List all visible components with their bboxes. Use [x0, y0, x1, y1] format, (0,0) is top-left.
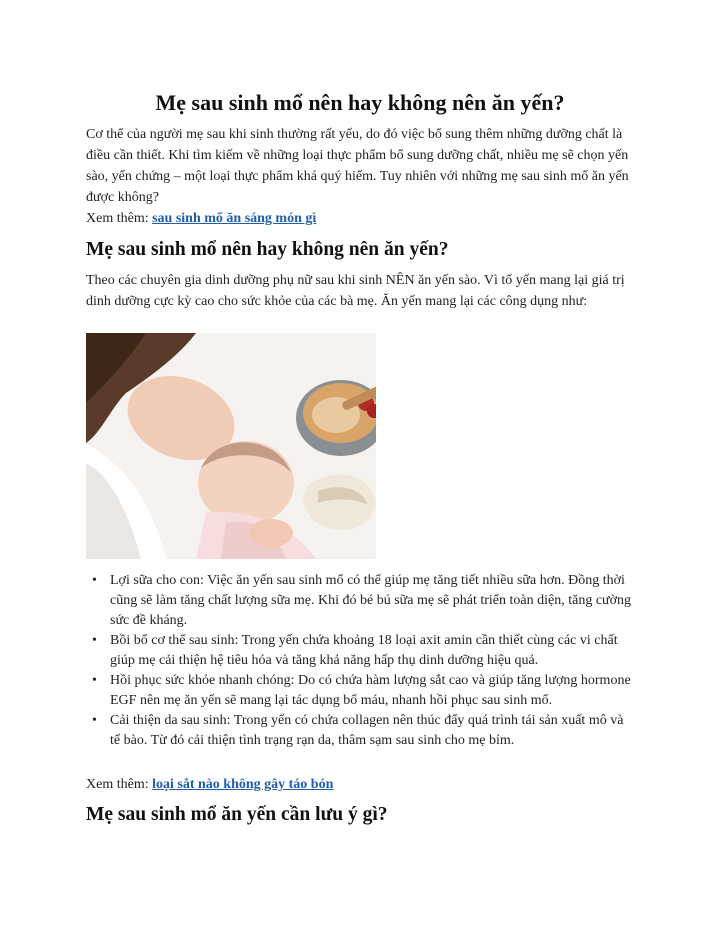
list-item	[86, 671, 634, 711]
list-item	[86, 571, 634, 631]
benefit-text: Lợi sữa cho con: Việc ăn yến sau sinh mổ có thể giúp mẹ tăng tiết nhiều sữa hơn. Đồng thời cũng sẽ làm tăng chất lượng sữa mẹ. Khi đó bé bú sữa mẹ sẽ phát triển toàn diện, tăng cường sức đề kháng.	[110, 573, 632, 628]
section-heading-1: Mẹ sau sinh mổ nên hay không nên ăn yến?	[86, 239, 449, 260]
see-also-2-prefix: Xem thêm:	[86, 777, 153, 792]
see-also-1-prefix: Xem thêm:	[86, 211, 153, 226]
bullet-icon: •	[92, 673, 97, 688]
bullet-icon: •	[92, 633, 97, 648]
intro-paragraph: Cơ thể của người mẹ sau khi sinh thường rất yếu, do đó việc bổ sung thêm những dưỡng chất là điều cần thiết. Khi tìm kiếm về những loại thực phẩm bổ sung dưỡng chất, nhiều mẹ sẽ chọn yến sào, yến chứng – một loại thực phẩm khá quý hiếm. Tuy nhiên với những mẹ sau sinh mổ ăn yến được không?	[86, 127, 629, 205]
benefits-list	[86, 571, 634, 751]
see-also-2	[86, 774, 634, 795]
bullet-icon: •	[92, 713, 97, 728]
photo-illustration	[86, 333, 376, 559]
see-also-2-link[interactable]: loại sắt nào không gây táo bón	[152, 777, 334, 792]
list-item	[86, 711, 634, 751]
see-also-1-link[interactable]: sau sinh mổ ăn sáng món gì	[152, 211, 317, 226]
page-title: Mẹ sau sinh mổ nên hay không nên ăn yến?	[155, 90, 565, 115]
list-item	[86, 631, 634, 671]
mother-baby-bird-nest-photo	[86, 333, 376, 559]
section-heading-2: Mẹ sau sinh mổ ăn yến cần lưu ý gì?	[86, 804, 388, 825]
benefit-text: Bồi bổ cơ thể sau sinh: Trong yến chứa khoảng 18 loại axit amin cần thiết cùng các vi chất giúp mẹ cải thiện hệ tiêu hóa và tăng khả năng hấp thụ dinh dưỡng hiệu quả.	[110, 633, 618, 668]
bullet-icon: •	[92, 573, 97, 588]
section-1-paragraph: Theo các chuyên gia dinh dưỡng phụ nữ sau khi sinh NÊN ăn yến sào. Vì tổ yến mang lại giá trị dinh dưỡng cực kỳ cao cho sức khỏe của các bà mẹ. Ăn yến mang lại các công dụng như:	[86, 273, 625, 309]
benefit-text: Cải thiện da sau sinh: Trong yến có chứa collagen nên thúc đẩy quá trình tái sản xuất mô và tế bào. Từ đó cải thiện tình trạng rạn da, thâm sạm sau sinh cho mẹ bỉm.	[110, 713, 624, 748]
benefit-text: Hồi phục sức khỏe nhanh chóng: Do có chứa hàm lượng sắt cao và giúp tăng lượng hormone EGF nên mẹ ăn yến sẽ mang lại tác dụng bổ máu, nhanh hồi phục sau sinh mổ.	[110, 673, 631, 708]
see-also-1	[86, 208, 634, 229]
